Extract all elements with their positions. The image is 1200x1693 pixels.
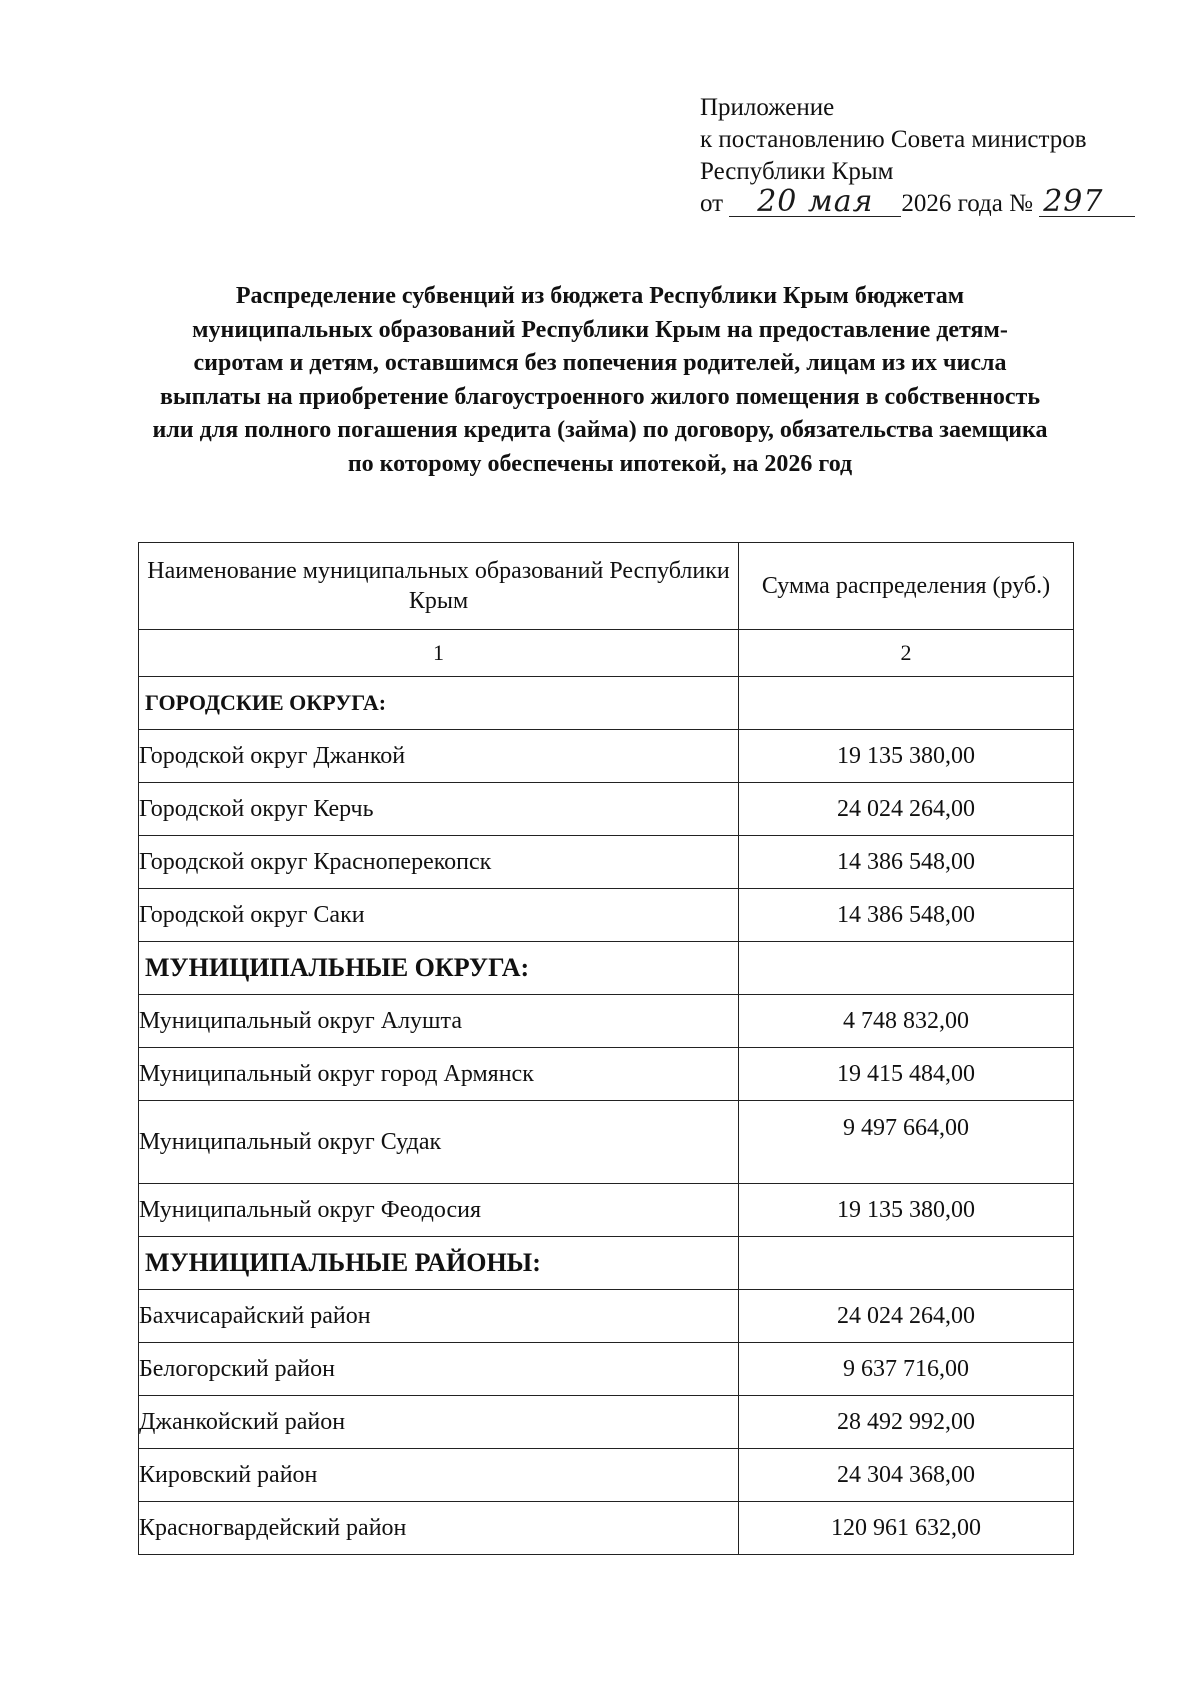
amount-value: 9 637 716,00 — [739, 1343, 1074, 1396]
table-row — [139, 1449, 1074, 1502]
amount-value: 19 415 484,00 — [739, 1048, 1074, 1101]
section-label: ГОРОДСКИЕ ОКРУГА: — [139, 677, 739, 730]
column-number-2: 2 — [739, 630, 1074, 677]
amount-value: 4 748 832,00 — [739, 995, 1074, 1048]
appendix-date-line — [700, 184, 1160, 220]
section-label: МУНИЦИПАЛЬНЫЕ ОКРУГА: — [139, 942, 739, 995]
column-number-row — [139, 630, 1074, 677]
table-row — [139, 1502, 1074, 1555]
amount-value: 14 386 548,00 — [739, 836, 1074, 889]
municipality-name: Муниципальный округ Судак — [139, 1101, 739, 1184]
date-blank — [729, 184, 901, 219]
header-name-cell: Наименование муниципальных образований Республики Крым — [139, 543, 739, 630]
amount-value: 120 961 632,00 — [739, 1502, 1074, 1555]
empty-cell — [739, 942, 1074, 995]
amount-value: 19 135 380,00 — [739, 730, 1074, 783]
municipality-name: Муниципальный округ Феодосия — [139, 1184, 739, 1237]
table-row — [139, 889, 1074, 942]
municipality-name: Джанкойский район — [139, 1396, 739, 1449]
amount-value: 28 492 992,00 — [739, 1396, 1074, 1449]
municipality-name: Городской округ Саки — [139, 889, 739, 942]
section-row-municipal-districts — [139, 942, 1074, 995]
amount-value: 9 497 664,00 — [739, 1101, 1074, 1184]
empty-cell — [739, 677, 1074, 730]
municipality-name: Красногвардейский район — [139, 1502, 739, 1555]
handwritten-number: 297 — [1043, 184, 1104, 219]
section-row-city-districts — [139, 677, 1074, 730]
appendix-line-2: к постановлению Совета министров — [700, 126, 1087, 153]
table-row — [139, 1343, 1074, 1396]
empty-cell — [739, 1237, 1074, 1290]
municipality-name: Кировский район — [139, 1449, 739, 1502]
document-title: Распределение субвенций из бюджета Республики Крым бюджетам муниципальных образований Республики Крым на предоставление детям-сиротам и детям, оставшимся без попечения родителей, лицам из их числа выплаты на приобретение благоустроенного жилого помещения в собственность или для полного погашения кредита (займа) по договору, обязательства заемщика по которому обеспечены ипотекой, на 2026 год — [152, 283, 1048, 477]
appendix-line-1: Приложение — [700, 94, 835, 121]
appendix-line-3: Республики Крым — [700, 158, 894, 185]
handwritten-date: 20 мая — [757, 184, 874, 219]
amount-value: 24 304 368,00 — [739, 1449, 1074, 1502]
appendix-block — [700, 92, 1160, 220]
municipality-name: Городской округ Красноперекопск — [139, 836, 739, 889]
date-prefix: от — [700, 190, 724, 217]
amount-value: 24 024 264,00 — [739, 783, 1074, 836]
distribution-table — [138, 542, 1074, 1555]
amount-value: 14 386 548,00 — [739, 889, 1074, 942]
amount-value: 19 135 380,00 — [739, 1184, 1074, 1237]
municipality-name: Муниципальный округ город Армянск — [139, 1048, 739, 1101]
amount-value: 24 024 264,00 — [739, 1290, 1074, 1343]
table-row — [139, 1290, 1074, 1343]
column-number-1: 1 — [139, 630, 739, 677]
table-row — [139, 995, 1074, 1048]
section-row-municipal-areas — [139, 1237, 1074, 1290]
date-suffix: 2026 года № — [901, 190, 1033, 217]
municipality-name: Муниципальный округ Алушта — [139, 995, 739, 1048]
municipality-name: Белогорский район — [139, 1343, 739, 1396]
section-label: МУНИЦИПАЛЬНЫЕ РАЙОНЫ: — [139, 1237, 739, 1290]
number-blank — [1039, 184, 1135, 219]
municipality-name: Городской округ Джанкой — [139, 730, 739, 783]
table-row — [139, 1184, 1074, 1237]
municipality-name: Бахчисарайский район — [139, 1290, 739, 1343]
header-amount-cell: Сумма распределения (руб.) — [739, 543, 1074, 630]
table-row — [139, 730, 1074, 783]
table-row — [139, 1101, 1074, 1184]
table-header-row — [139, 543, 1074, 630]
table-row — [139, 783, 1074, 836]
table-row — [139, 1048, 1074, 1101]
table-row — [139, 1396, 1074, 1449]
municipality-name: Городской округ Керчь — [139, 783, 739, 836]
table-row — [139, 836, 1074, 889]
